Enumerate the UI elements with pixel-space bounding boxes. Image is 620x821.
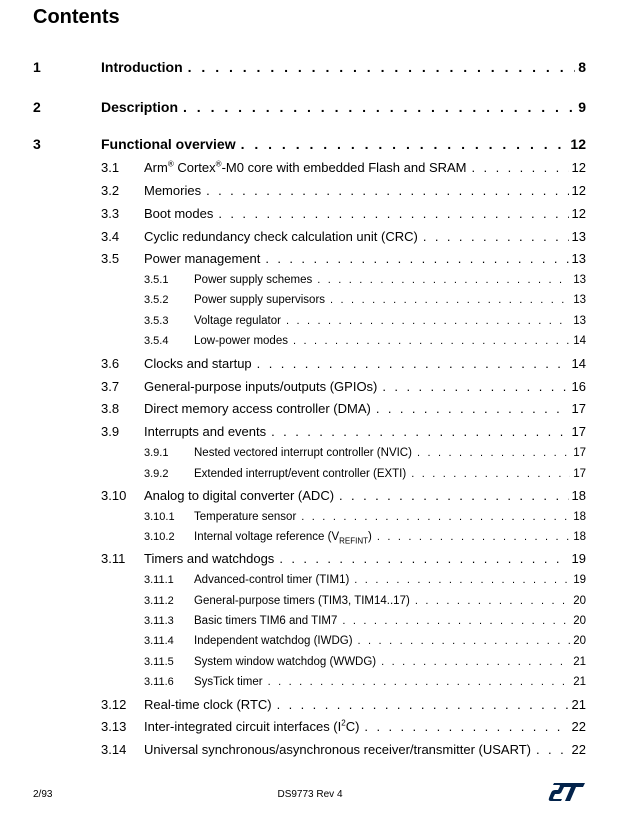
toc-entry-title: Boot modes xyxy=(144,206,214,221)
toc-entry[interactable] xyxy=(0,97,620,117)
toc-entry-title: Advanced-control timer (TIM1) xyxy=(194,574,350,586)
toc-entry[interactable] xyxy=(0,134,620,154)
toc-entry-link[interactable] xyxy=(144,227,586,247)
toc-entry[interactable] xyxy=(0,422,620,442)
toc-entry[interactable] xyxy=(0,331,620,351)
toc-entry[interactable] xyxy=(0,227,620,247)
toc-entry-title: Introduction xyxy=(101,59,183,75)
toc-entry-page: 21 xyxy=(573,676,586,688)
toc-entry-link[interactable] xyxy=(194,611,586,631)
toc-entry[interactable] xyxy=(0,399,620,419)
toc-entry-title: Arm® Cortex®-M0 core with embedded Flash and SRAM xyxy=(144,159,467,175)
toc-entry[interactable] xyxy=(0,570,620,590)
toc-entry[interactable] xyxy=(0,270,620,290)
toc-entry-title: Power supply supervisors xyxy=(194,294,326,306)
toc-entry-link[interactable] xyxy=(101,134,586,154)
toc-entry-title: Inter-integrated circuit interfaces $(I^2C)$ xyxy=(144,718,360,734)
toc-entry-title: Universal synchronous/asynchronous receiver/transmitter (USART) xyxy=(144,742,532,757)
toc-entry-page: 13 xyxy=(573,274,586,286)
toc-leader-dots xyxy=(358,631,571,651)
toc-leader-dots xyxy=(188,57,576,77)
toc-entry-number: 3.5.4 xyxy=(144,335,169,347)
toc-entry-number: 3.5.2 xyxy=(144,294,169,306)
toc-entry-number: 3.5 xyxy=(101,251,120,266)
toc-entry-link[interactable] xyxy=(144,377,586,397)
toc-leader-dots xyxy=(206,181,568,201)
toc-entry-page: 14 xyxy=(573,335,586,347)
toc-entry-number: 3.9.1 xyxy=(144,447,169,459)
toc-entry[interactable] xyxy=(0,527,620,547)
toc-leader-dots xyxy=(536,740,569,760)
toc-entry-page: 13 xyxy=(571,251,586,266)
st-logo-icon xyxy=(548,780,586,802)
toc-entry-title: Basic timers TIM6 and TIM7 xyxy=(194,615,338,627)
toc-leader-dots xyxy=(330,290,570,310)
toc-entry-number: 3.5.1 xyxy=(144,274,169,286)
toc-entry[interactable] xyxy=(0,464,620,484)
toc-entry-page: 18 xyxy=(571,488,586,503)
toc-entry[interactable] xyxy=(0,354,620,374)
toc-entry-title: Power supply schemes xyxy=(194,274,313,286)
toc-entry-page: 17 xyxy=(571,401,586,416)
toc-entry-link[interactable] xyxy=(144,549,586,569)
toc-entry-link[interactable] xyxy=(144,486,586,506)
toc-leader-dots xyxy=(293,331,570,351)
toc-leader-dots xyxy=(279,549,568,569)
toc-entry-page: 12 xyxy=(571,183,586,198)
toc-leader-dots xyxy=(277,695,569,715)
toc-entry[interactable] xyxy=(0,652,620,672)
toc-entry-link[interactable] xyxy=(194,464,586,484)
toc-entry-title: Power management xyxy=(144,251,261,266)
toc-entry-number: 3.10 xyxy=(101,488,127,503)
toc-entry-page: 21 xyxy=(573,656,586,668)
toc-entry-page: 9 xyxy=(578,99,586,115)
toc-entry[interactable] xyxy=(0,311,620,331)
toc-entry-number: 3.11.6 xyxy=(144,676,174,688)
toc-entry-page: 12 xyxy=(570,136,586,152)
toc-entry-link[interactable] xyxy=(144,740,586,760)
toc-entry[interactable] xyxy=(0,443,620,463)
toc-entry-page: 13 xyxy=(573,315,586,327)
footer-page-number: 2/93 xyxy=(33,789,53,800)
toc-entry-link[interactable] xyxy=(194,631,586,651)
toc-entry[interactable] xyxy=(0,740,620,760)
toc-entry-page: 22 xyxy=(571,719,586,734)
toc-leader-dots xyxy=(342,611,570,631)
toc-entry-number: 3.11.2 xyxy=(144,595,174,607)
toc-entry[interactable] xyxy=(0,591,620,611)
toc-entry[interactable] xyxy=(0,57,620,77)
toc-entry-title: General-purpose inputs/outputs (GPIOs) xyxy=(144,379,378,394)
toc-entry-link[interactable] xyxy=(194,443,586,463)
toc-entry-page: 14 xyxy=(571,356,586,371)
toc-entry[interactable] xyxy=(0,695,620,715)
toc-entry[interactable] xyxy=(0,181,620,201)
page-title: Contents xyxy=(33,6,120,28)
toc-entry-title: Clocks and startup xyxy=(144,356,252,371)
toc-entry-title: Functional overview xyxy=(101,136,236,152)
toc-entry[interactable] xyxy=(0,631,620,651)
toc-entry-link[interactable] xyxy=(194,290,586,310)
toc-leader-dots xyxy=(415,591,570,611)
toc-entry[interactable] xyxy=(0,672,620,692)
toc-entry-number: 3.9 xyxy=(101,424,120,439)
toc-entry-number: 3.2 xyxy=(101,183,120,198)
toc-leader-dots xyxy=(364,717,568,737)
toc-entry-number: 3.13 xyxy=(101,719,127,734)
toc-entry-title: Analog to digital converter (ADC) xyxy=(144,488,335,503)
toc-entry[interactable] xyxy=(0,549,620,569)
toc-entry-page: 20 xyxy=(573,615,586,627)
toc-entry-link[interactable] xyxy=(194,311,586,331)
toc-leader-dots xyxy=(417,443,570,463)
toc-leader-dots xyxy=(265,249,568,269)
toc-entry-link[interactable] xyxy=(144,158,586,178)
toc-entry-number: 3.11 xyxy=(101,551,126,566)
toc-entry-title: Cyclic redundancy check calculation unit (CRC) xyxy=(144,229,418,244)
toc-leader-dots xyxy=(377,527,570,547)
toc-entry-title: Temperature sensor xyxy=(194,511,297,523)
toc-entry-link[interactable] xyxy=(194,270,586,290)
toc-leader-dots xyxy=(354,570,570,590)
toc-entry[interactable] xyxy=(0,249,620,269)
toc-entry-number: 3.9.2 xyxy=(144,468,169,480)
toc-entry-link[interactable] xyxy=(194,507,586,527)
toc-entry-title: Low-power modes xyxy=(194,335,288,347)
toc-entry-number: 3.10.2 xyxy=(144,531,175,543)
toc-entry-number: 3.10.1 xyxy=(144,511,175,523)
toc-entry-page: 17 xyxy=(571,424,586,439)
toc-entry-page: 19 xyxy=(571,551,586,566)
toc-entry-title: Memories xyxy=(144,183,202,198)
toc-entry-title: SysTick timer xyxy=(194,676,263,688)
toc-leader-dots xyxy=(472,158,569,178)
toc-entry-page: 13 xyxy=(573,294,586,306)
toc-entry-number: 1 xyxy=(33,59,41,75)
footer-doc-id: DS9773 Rev 4 xyxy=(277,789,343,800)
toc-leader-dots xyxy=(376,399,569,419)
toc-entry-title: Timers and watchdogs xyxy=(144,551,275,566)
toc-entry-link[interactable] xyxy=(194,570,586,590)
toc-entry-link[interactable] xyxy=(144,181,586,201)
toc-entry-page: 16 xyxy=(571,379,586,394)
toc-entry-link[interactable] xyxy=(144,249,586,269)
toc-entry[interactable] xyxy=(0,290,620,310)
toc-entry-link[interactable] xyxy=(101,97,586,117)
toc-entry-page: 12 xyxy=(571,206,586,221)
toc-entry-link[interactable] xyxy=(144,399,586,419)
toc-entry[interactable] xyxy=(0,486,620,506)
toc-leader-dots xyxy=(411,464,570,484)
toc-entry-link[interactable] xyxy=(194,591,586,611)
toc-entry-title: Extended interrupt/event controller (EXTI) xyxy=(194,468,407,480)
toc-entry-page: 21 xyxy=(571,697,586,712)
toc-entry-page: 13 xyxy=(571,229,586,244)
toc-entry-link[interactable] xyxy=(144,717,586,737)
toc-entry-number: 3.14 xyxy=(101,742,127,757)
toc-entry-link[interactable] xyxy=(194,652,586,672)
toc-entry-number: 3.6 xyxy=(101,356,120,371)
toc-entry-title: General-purpose timers (TIM3, TIM14..17) xyxy=(194,595,410,607)
toc-entry-number: 3.11.4 xyxy=(144,635,174,647)
toc-entry-page: 20 xyxy=(573,595,586,607)
toc-entry-link[interactable] xyxy=(144,422,586,442)
toc-leader-dots xyxy=(286,311,570,331)
toc-entry-title: Interrupts and events xyxy=(144,424,267,439)
toc-entry-link[interactable] xyxy=(101,57,586,77)
toc-entry-link[interactable] xyxy=(144,354,586,374)
toc-entry-title: Voltage regulator xyxy=(194,315,281,327)
toc-entry-number: 3.5.3 xyxy=(144,315,169,327)
toc-leader-dots xyxy=(268,672,571,692)
toc-entry-number: 3.11.3 xyxy=(144,615,174,627)
toc-entry-number: 2 xyxy=(33,99,41,115)
toc-entry-page: 8 xyxy=(578,59,586,75)
toc-entry-number: 3.7 xyxy=(101,379,120,394)
toc-entry-title: Description xyxy=(101,99,179,115)
toc-entry-number: 3.3 xyxy=(101,206,120,221)
toc-entry[interactable] xyxy=(0,204,620,224)
toc-entry-title: Nested vectored interrupt controller (NVIC) xyxy=(194,447,412,459)
toc-entry[interactable] xyxy=(0,507,620,527)
toc-entry-page: 12 xyxy=(571,160,586,175)
toc-entry-link[interactable] xyxy=(194,672,586,692)
toc-entry-number: 3.12 xyxy=(101,697,127,712)
toc-entry-title: Independent watchdog (IWDG) xyxy=(194,635,353,647)
toc-leader-dots xyxy=(183,97,575,117)
toc-entry-number: 3.11.1 xyxy=(144,574,174,586)
toc-entry-page: 20 xyxy=(573,635,586,647)
toc-entry-title: Direct memory access controller (DMA) xyxy=(144,401,371,416)
toc-leader-dots xyxy=(271,422,568,442)
toc-leader-dots xyxy=(423,227,569,247)
toc-entry-number: 3.8 xyxy=(101,401,120,416)
toc-entry-number: 3.11.5 xyxy=(144,656,174,668)
toc-entry-link[interactable] xyxy=(194,527,586,547)
toc-leader-dots xyxy=(382,377,568,397)
toc-leader-dots xyxy=(317,270,570,290)
toc-entry-page: 19 xyxy=(573,574,586,586)
toc-entry-number: 3.4 xyxy=(101,229,120,244)
toc-entry-title: Internal voltage reference $(V_{REFINT})$ xyxy=(194,531,372,546)
toc-entry-link[interactable] xyxy=(144,204,586,224)
toc-entry[interactable] xyxy=(0,377,620,397)
toc-entry-link[interactable] xyxy=(144,695,586,715)
toc-entry-page: 17 xyxy=(573,468,586,480)
toc-entry-number: 3 xyxy=(33,136,41,152)
toc-leader-dots xyxy=(257,354,569,374)
toc-entry-title: Real-time clock (RTC) xyxy=(144,697,272,712)
toc-entry-link[interactable] xyxy=(194,331,586,351)
toc-entry-page: 18 xyxy=(573,511,586,523)
toc-entry-page: 17 xyxy=(573,447,586,459)
toc-entry-page: 22 xyxy=(571,742,586,757)
toc-leader-dots xyxy=(339,486,569,506)
toc-leader-dots xyxy=(301,507,570,527)
toc-entry[interactable] xyxy=(0,611,620,631)
toc-entry-number: 3.1 xyxy=(101,160,120,175)
toc-leader-dots xyxy=(241,134,568,154)
toc-leader-dots xyxy=(218,204,568,224)
toc-entry-page: 18 xyxy=(573,531,586,543)
toc-entry[interactable] xyxy=(0,717,620,737)
toc-entry[interactable] xyxy=(0,158,620,178)
toc-entry-title: System window watchdog (WWDG) xyxy=(194,656,377,668)
toc-leader-dots xyxy=(381,652,570,672)
